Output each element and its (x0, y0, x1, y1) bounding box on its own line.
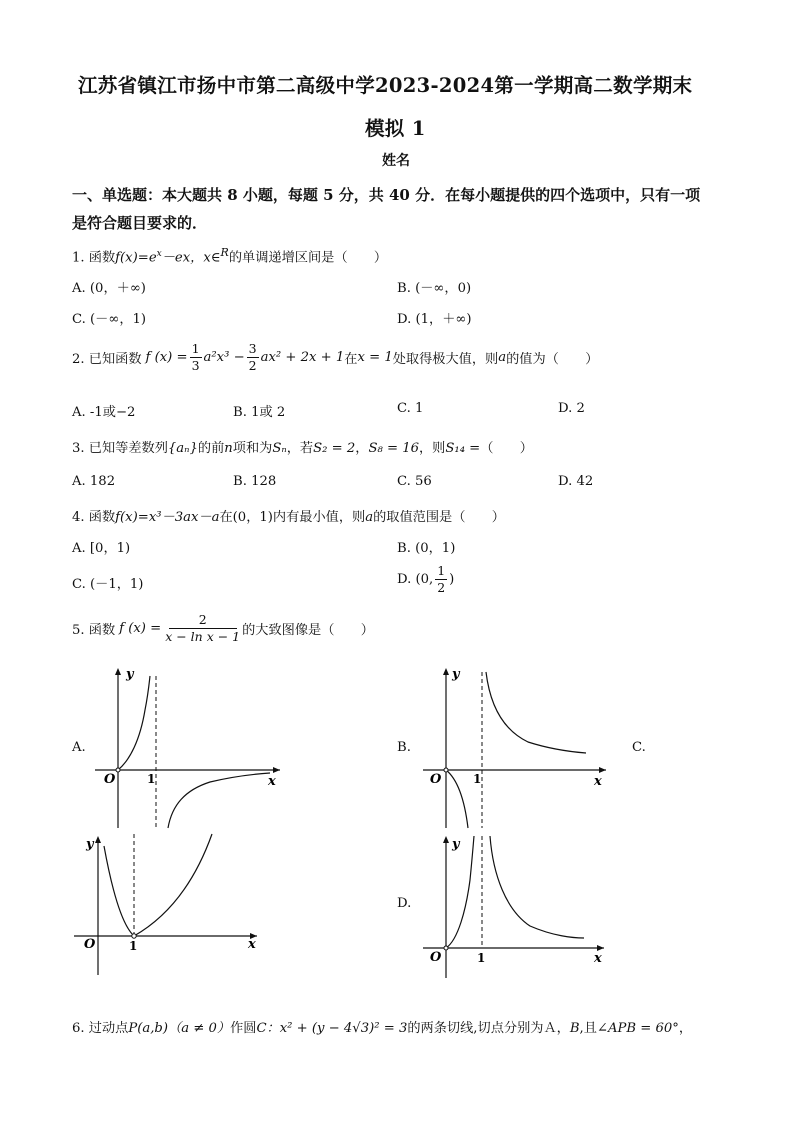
q4-option-c[interactable]: C. (－1，1) (72, 577, 144, 592)
q4-option-b[interactable]: B. (0，1) (397, 541, 456, 556)
q2-condition: x = 1 (357, 350, 393, 365)
q2-middle: 在 (344, 352, 358, 367)
q3-option-a[interactable]: A. 182 (72, 474, 116, 489)
q2-term-1: a²x³ − (203, 350, 245, 365)
svg-text:x: x (594, 951, 602, 966)
q1-option-d[interactable]: D. (1，＋∞) (397, 312, 472, 327)
q2-end: 的值为（ ） (506, 352, 599, 367)
page-title-line2: 模拟 1 (365, 117, 426, 140)
section-heading-line2: 是符合题目要求的． (72, 214, 208, 232)
question-6-stem: 6. 过动点P(a,b)（a ≠ 0）作圆C：x² + (y − 4√3)² = 3的两条切线,切点分别为Ａ，B,且∠APB = 60°， (72, 1021, 693, 1036)
q2-variable: a (498, 350, 507, 365)
q1-prefix: 1. 函数 (72, 250, 116, 266)
q5-graph-b[interactable] (418, 660, 618, 832)
q6-point: P(a,b) (128, 1021, 169, 1036)
q5-option-d-label[interactable]: D. (397, 896, 412, 911)
q1-option-a[interactable]: A. (0，＋∞) (72, 281, 146, 296)
q2-option-a[interactable]: A. -1或−2 (72, 405, 136, 420)
question-5-stem: 5. 函数 f (x) = $\frac{2}{\text{x − ln x − 1}}$ 的大致图像是（ ） (72, 612, 374, 644)
q2-option-b[interactable]: B. 1或 2 (233, 405, 286, 420)
q5-option-c-label[interactable]: C. (632, 740, 646, 755)
q1-middle: －ex，x∈ (161, 250, 221, 266)
svg-text:O: O (430, 950, 442, 965)
question-2-stem (72, 343, 598, 372)
svg-text:y: y (126, 667, 134, 682)
q5-graph-c[interactable] (72, 830, 272, 980)
question-4-stem: 4. 函数f(x)=x³－3ax－a在(0，1)内有最小值，则a的取值范围是（ ） (72, 510, 505, 525)
svg-text:1: 1 (473, 772, 482, 786)
svg-text:y: y (452, 667, 460, 682)
svg-text:y: y (86, 837, 94, 852)
svg-text:O: O (84, 937, 96, 952)
svg-text:x: x (594, 774, 602, 789)
q3-option-b[interactable]: B. 128 (233, 474, 277, 489)
svg-text:O: O (430, 772, 442, 787)
q1-option-c[interactable]: C. (－∞，1) (72, 312, 147, 327)
q1-exponent: x (156, 249, 162, 259)
q5-option-a-label[interactable]: A. (72, 740, 86, 755)
q2-option-c[interactable]: C. 1 (397, 401, 424, 416)
svg-text:x: x (248, 937, 256, 952)
q5-option-b-label[interactable]: B. (397, 740, 411, 755)
q5-graph-d[interactable] (418, 830, 618, 980)
name-label: 姓名 (382, 153, 410, 169)
q2-function: f (x) = (145, 350, 188, 365)
q3-sequence: {aₙ} (167, 441, 198, 456)
q3-option-d[interactable]: D. 42 (558, 474, 594, 489)
q2-term-2: ax² + 2x + 1 (260, 350, 345, 365)
page-title-line1: 江苏省镇江市扬中市第二高级中学2023-2024第一学期高二数学期末 (78, 74, 693, 97)
q4-option-a[interactable]: A. [0，1) (72, 541, 131, 556)
svg-text:1: 1 (147, 772, 156, 786)
section-heading-line1: 一、单选题：本大题共 8 小题，每题 5 分，共 40 分．在每小题提供的四个选项中，只有一项 (72, 186, 701, 204)
svg-text:1: 1 (129, 939, 138, 953)
q5-graph-a[interactable] (90, 660, 290, 832)
q6-equation: x² + (y − 4√3)² = 3 (279, 1021, 408, 1036)
q2-suffix: 处取得极大值，则 (392, 352, 499, 367)
q1-suffix: 的单调递增区间是（ ） (228, 250, 388, 266)
q2-fraction-1: $\frac{1}{3}$ (191, 341, 200, 373)
svg-text:x: x (268, 774, 276, 789)
question-1-stem (72, 246, 387, 265)
q3-option-c[interactable]: C. 56 (397, 474, 432, 489)
q1-function: f(x)=e (115, 250, 157, 266)
q4-function: f(x)=x³－3ax－a (115, 510, 220, 525)
q2-fraction-2: $\frac{3}{2}$ (248, 341, 257, 373)
q4-option-d[interactable]: D. (0, $\frac{1}{2}$ ) (397, 563, 455, 595)
svg-text:1: 1 (477, 951, 486, 965)
question-3-stem: 3. 已知等差数列{aₙ}的前n项和为Sₙ，若S₂ = 2，S₈ = 16，则S₁₄ =（ ） (72, 441, 533, 456)
q2-option-d[interactable]: D. 2 (558, 401, 585, 416)
q1-option-b[interactable]: B. (－∞，0) (397, 281, 472, 296)
svg-text:y: y (452, 837, 460, 852)
q2-prefix: 2. 已知函数 (72, 352, 142, 367)
svg-text:O: O (104, 772, 116, 787)
q1-real-set: R (220, 246, 229, 259)
